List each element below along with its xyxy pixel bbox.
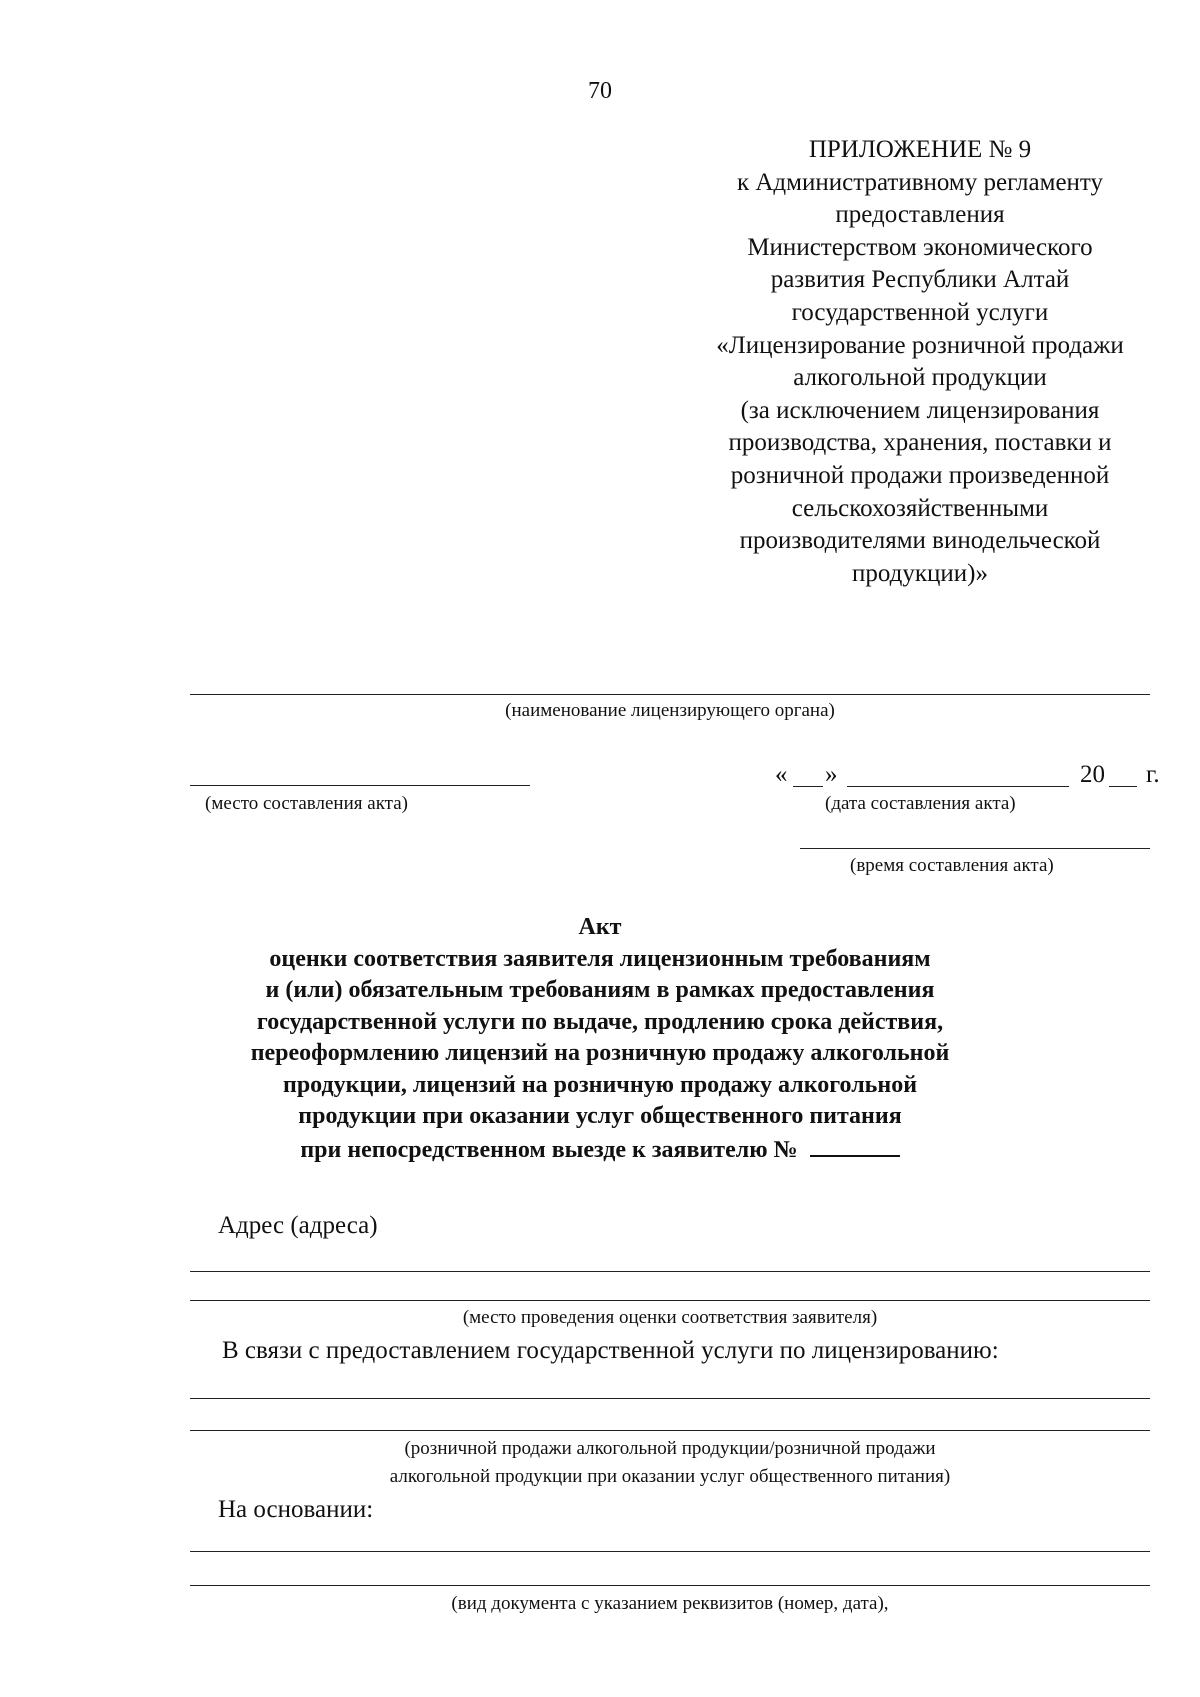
address-field-line-1[interactable] <box>190 1271 1150 1272</box>
appendix-line: производства, хранения, поставки и <box>728 429 1112 457</box>
basis-field-line-1[interactable] <box>190 1551 1150 1552</box>
time-field-line[interactable] <box>800 848 1150 849</box>
appendix-header <box>690 134 1150 590</box>
act-title-line: государственной услуги по выдаче, продлению срока действия, <box>256 1008 944 1035</box>
act-title-line: при непосредственном выезде к заявителю № <box>300 1136 798 1163</box>
date-day-field-line[interactable] <box>793 786 823 787</box>
appendix-title: ПРИЛОЖЕНИЕ № 9 <box>808 136 1032 163</box>
act-title-block <box>150 912 1050 1166</box>
act-title-line: продукции, лицензий на розничную продажу алкогольной <box>282 1071 918 1098</box>
act-title-line: переоформлению лицензий на розничную продажу алкогольной <box>250 1040 950 1066</box>
date-caption: (дата составления акта) <box>825 793 1016 814</box>
appendix-line: государственной услуги <box>791 298 1049 326</box>
act-title-line: и (или) обязательным требованиям в рамках предоставления <box>265 977 935 1003</box>
appendix-line: сельскохозяйственными <box>791 494 1049 522</box>
appendix-line: продукции)» <box>852 559 988 587</box>
appendix-line: предоставления <box>835 201 1005 229</box>
sale-type-caption-line1: (розничной продажи алкогольной продукции/розничной продажи <box>404 1438 936 1459</box>
date-close-quote: » <box>825 761 838 788</box>
date-year-suffix: г. <box>1146 761 1160 788</box>
act-title-line: оценки соответствия заявителя лицензионным требованиям <box>269 945 931 972</box>
appendix-line: «Лицензирование розничной продажи <box>716 331 1124 359</box>
appendix-line: алкогольной продукции <box>793 364 1047 392</box>
page-number: 70 <box>588 78 612 104</box>
appendix-line: производителями винодельческой <box>739 527 1101 555</box>
place-field-line[interactable] <box>190 785 530 786</box>
time-caption: (время составления акта) <box>850 855 1054 876</box>
licensing-body-field-line[interactable] <box>190 694 1150 695</box>
date-open-quote: « <box>775 761 788 788</box>
service-label: В связи с предоставлением государственной услуги по лицензированию: <box>222 1337 999 1364</box>
address-field-line-2[interactable] <box>190 1300 1150 1301</box>
act-title-line: продукции при оказании услуг общественного питания <box>298 1103 902 1129</box>
document-type-caption: (вид документа с указанием реквизитов (номер, дата), <box>451 1593 889 1614</box>
assessment-place-caption: (место проведения оценки соответствия заявителя) <box>462 1307 878 1328</box>
basis-field-line-2[interactable] <box>190 1585 1150 1586</box>
appendix-line: Министерством экономического <box>747 233 1093 261</box>
address-label: Адрес (адреса) <box>218 1212 378 1239</box>
appendix-line: (за исключением лицензирования <box>740 396 1100 424</box>
date-year-prefix: 20 <box>1080 761 1105 788</box>
basis-label: На основании: <box>218 1496 374 1523</box>
date-month-field-line[interactable] <box>847 786 1069 787</box>
place-caption: (место составления акта) <box>205 793 408 814</box>
date-year-field-line[interactable] <box>1109 786 1137 787</box>
service-field-line-1[interactable] <box>190 1398 1150 1399</box>
appendix-line: развития Республики Алтай <box>770 266 1070 294</box>
act-heading: Акт <box>578 914 622 940</box>
sale-type-caption-line2: алкогольной продукции при оказании услуг общественного питания) <box>389 1466 951 1487</box>
act-title-last-line <box>150 1133 1050 1167</box>
act-number-field[interactable] <box>810 1133 900 1157</box>
appendix-line: к Административному регламенту <box>736 168 1104 196</box>
service-field-line-2[interactable] <box>190 1430 1150 1431</box>
appendix-line: розничной продажи произведенной <box>730 461 1110 489</box>
licensing-body-caption: (наименование лицензирующего органа) <box>505 700 835 721</box>
